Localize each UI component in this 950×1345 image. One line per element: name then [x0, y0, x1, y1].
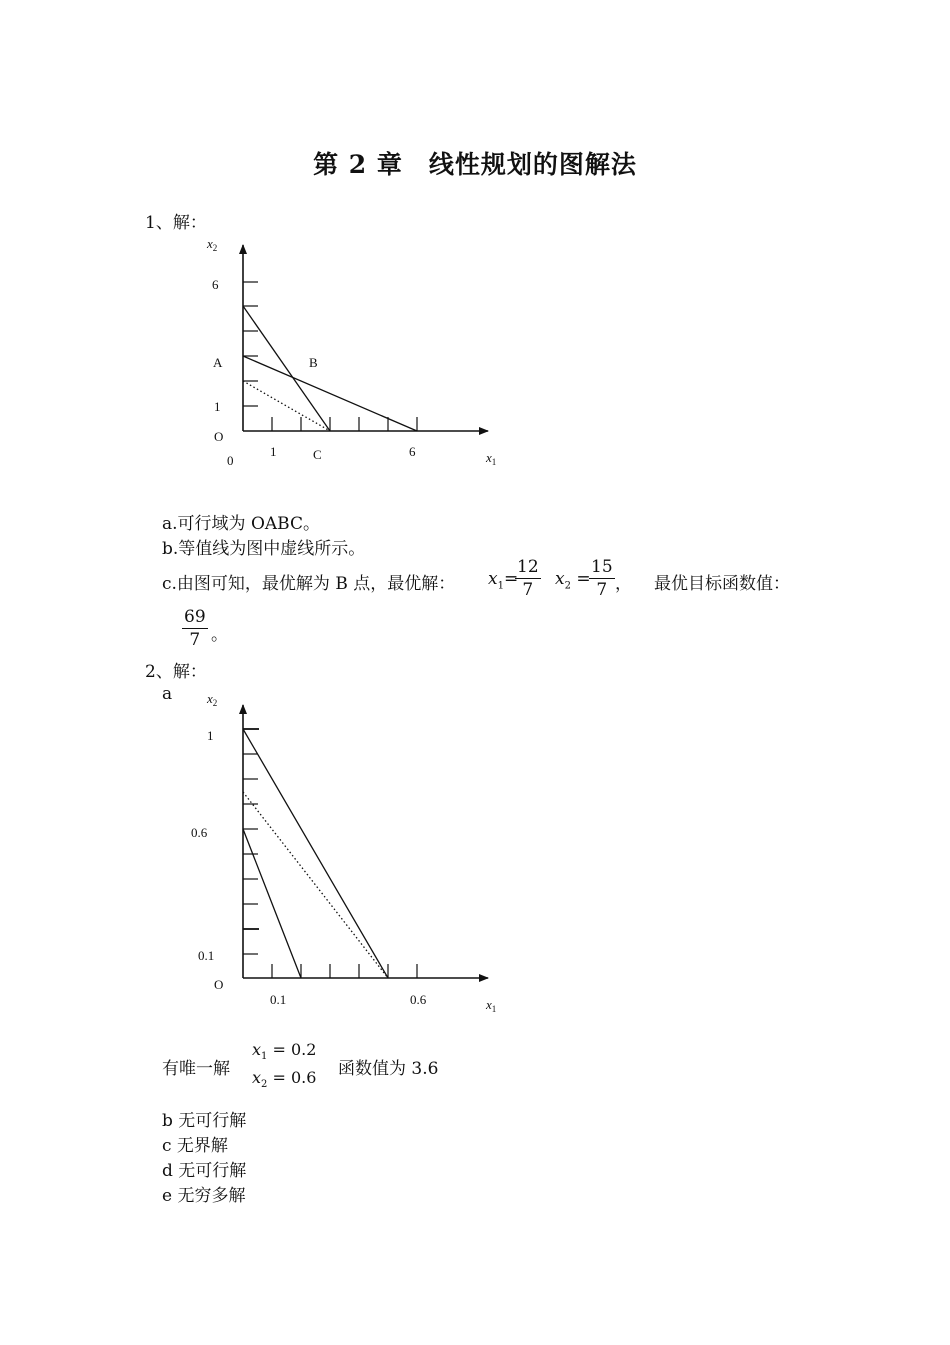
- q2-label-1-y: 1: [207, 728, 214, 743]
- q2-solution-x1: $x_1 = 0.2$: [252, 1040, 317, 1063]
- q1-label-B: B: [309, 355, 318, 370]
- q2-x-axis-label: $x_1$: [486, 997, 497, 1014]
- q2-part-e: e 无穷多解: [162, 1186, 246, 1206]
- q2-constraint-line-1: [243, 729, 388, 978]
- q1-label-O: O: [214, 429, 224, 444]
- q2-heading: 2、解：: [145, 662, 207, 682]
- q2-y-axis-label: $x_2$: [207, 691, 218, 708]
- q2-y-ticks: [243, 729, 259, 954]
- q2-label-O: O: [214, 977, 224, 992]
- q1-heading: 1、解：: [145, 213, 207, 233]
- q2-label-01-x: 0.1: [270, 992, 287, 1007]
- q1-x2-denominator: 7: [596, 580, 608, 600]
- q2-unique-text: 有唯一解: [162, 1059, 230, 1079]
- q2-part-c: c 无界解: [162, 1136, 228, 1156]
- q1-part-c-text: c.由图可知，最优解为 B 点，最优解：: [162, 574, 456, 594]
- q1-part-b: b.等值线为图中虚线所示。: [162, 539, 366, 559]
- q2-x-ticks: [272, 964, 417, 978]
- q1-label-1-y: 1: [214, 399, 221, 414]
- q1-objective-end: 。: [211, 625, 228, 645]
- q1-y-axis-label: $x_2$: [207, 236, 218, 253]
- q1-part-a: a.可行域为 OABC。: [162, 514, 320, 534]
- q1-label-A: A: [213, 355, 223, 370]
- q1-label-1-x: 1: [270, 444, 277, 459]
- q1-comma: ，: [615, 574, 632, 594]
- q1-label-C: C: [313, 447, 322, 462]
- page-title: 第 2 章 线性规划的图解法: [313, 150, 637, 179]
- q1-x1-denominator: 7: [522, 580, 534, 600]
- q1-objective-denominator: 7: [189, 630, 201, 650]
- q1-x-axis-label: $x_1$: [486, 450, 497, 467]
- q2-function-value: 函数值为 3.6: [338, 1059, 439, 1079]
- q2-solution-x2: $x_2 = 0.6$: [252, 1068, 317, 1091]
- q1-objective-numerator: 69: [184, 607, 206, 627]
- q1-label-0: 0: [227, 453, 234, 468]
- q1-x1-var: $x_1=$: [488, 569, 519, 592]
- q2-part-d: d 无可行解: [162, 1161, 247, 1181]
- q1-x2-numerator: 15: [591, 557, 613, 577]
- q2-part-a: a: [162, 684, 173, 704]
- q1-x2-var: $x_2$ =: [555, 569, 591, 592]
- q2-label-06-y: 0.6: [191, 825, 208, 840]
- q1-label-6-y: 6: [212, 277, 219, 292]
- q2-label-01-y: 0.1: [198, 948, 215, 963]
- q2-label-06-x: 0.6: [410, 992, 427, 1007]
- q1-x1-numerator: 12: [517, 557, 539, 577]
- q1-label-6-x: 6: [409, 444, 416, 459]
- q1-objective-label: 最优目标函数值：: [654, 574, 790, 594]
- q2-part-b: b 无可行解: [162, 1111, 247, 1131]
